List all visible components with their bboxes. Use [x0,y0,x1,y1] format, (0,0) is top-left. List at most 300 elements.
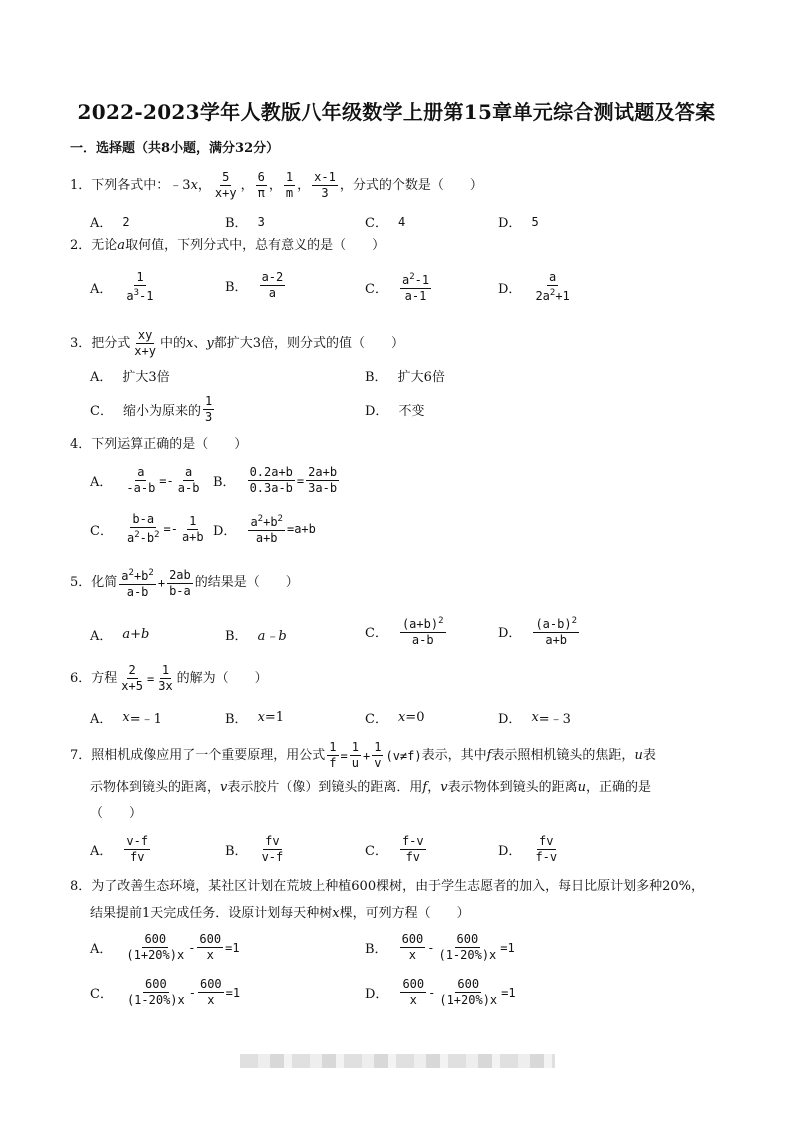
operator: =- [159,473,174,488]
term: (a-b) [535,617,572,631]
variable: u [577,780,586,795]
numerator: 1 [351,740,359,754]
fraction [400,834,426,865]
operator: = [296,473,305,488]
question-stem: 化简 [91,575,118,590]
equation-tail: =1 [225,940,240,955]
option-a[interactable] [90,212,130,231]
numerator: 5 [222,170,230,184]
question-6 [70,663,268,694]
question-text: ，正确的是 [585,780,651,795]
term: 2a [535,289,550,303]
option-label: B． [225,844,248,859]
fraction [167,568,193,599]
option-b[interactable] [213,465,341,496]
separator: ， [427,780,441,795]
term: -b [139,531,155,545]
option-b[interactable] [365,932,515,963]
numerator: 600 [199,932,222,946]
numerator: 600 [199,977,222,991]
numerator [248,512,285,531]
option-text: 4 [397,214,406,229]
question-text: 中的 [159,335,186,351]
exponent: 2 [549,288,556,298]
option-c[interactable] [90,512,208,546]
operator: - [427,940,435,955]
denominator: a-b [411,633,434,647]
question-8 [70,878,704,896]
fraction [327,740,338,771]
option-a[interactable] [90,625,149,644]
option-label: A． [90,712,113,727]
question-number: 8． [70,879,92,894]
variable: x [332,906,340,921]
variable: x [397,710,406,725]
operator: =- [163,522,178,536]
denominator: m [285,186,294,200]
option-c[interactable] [365,614,448,648]
fraction [197,932,223,963]
fraction [213,170,239,201]
numerator: 600 [402,977,425,991]
option-c[interactable] [365,834,428,865]
numerator: a [184,465,193,479]
denominator: 3 [321,186,329,200]
question-number: 3． [70,335,92,351]
section-heading: 一．选择题（共8小题，满分32分） [70,141,280,156]
question-tail: 的结果是（ ） [194,575,299,590]
denominator: u [351,756,359,770]
option-text: 3 [257,214,265,229]
numerator: 600 [145,977,167,991]
variable: x [186,335,194,351]
option-label: A． [90,629,113,644]
denominator: x+5 [121,679,143,693]
separator: ， [197,177,211,193]
fraction [372,740,383,771]
denominator: 3x [158,679,173,693]
fraction [533,834,559,865]
option-d[interactable] [365,400,424,419]
option-label: A． [90,844,113,859]
option-text: 2 [122,214,130,229]
option-a[interactable] [90,465,203,496]
variable: y [206,335,214,351]
option-label: C． [365,625,388,641]
option-text: 不变 [398,404,425,419]
denominator: v-f [261,850,284,864]
option-text: a+b [122,627,150,642]
denominator: x [408,948,417,962]
numerator: f-v [401,834,424,848]
numerator: a-2 [261,270,284,284]
variable: u [634,747,643,763]
option-label: B． [213,475,236,490]
denominator: (1+20%)x [439,993,498,1007]
denominator: x+y [214,186,237,200]
question-3 [70,328,404,359]
variable: f [486,747,492,763]
option-text: a﹣b [257,629,287,644]
question-2 [70,237,385,255]
option-text: 缩小为原来的 [122,404,201,419]
denominator [533,286,571,304]
denominator: f-v [535,850,558,864]
operator: - [188,985,196,1000]
question-7-line-3 [90,805,142,823]
denominator: (1-20%)x [438,948,497,962]
numerator: a [548,270,557,284]
numerator: 2a+b [308,465,338,479]
numerator: 1 [285,170,294,184]
denominator: fv [130,850,145,864]
numerator: 1 [204,394,213,408]
separator: ， [240,177,254,193]
fraction [180,514,206,545]
fraction [312,170,338,201]
option-d[interactable] [365,977,516,1008]
question-tail: 棵，可列方程（ ） [339,906,470,921]
fraction [203,394,214,425]
question-text: 表 [642,747,656,763]
denominator: x [409,993,417,1007]
option-text: =0 [405,710,425,725]
variable: x [257,710,265,725]
question-text: 示物体到镜头的距离， [90,780,221,795]
question-1 [70,170,483,201]
denominator: (1-20%)x [126,993,185,1007]
exponent: 2 [257,514,264,524]
question-8-line-2 [90,905,470,923]
option-c[interactable] [365,212,405,231]
option-a[interactable] [90,834,152,865]
question-number: 7． [70,747,92,763]
equation-tail: =1 [225,985,241,1000]
fraction [436,932,498,963]
fraction [119,663,145,694]
option-text: =﹣3 [538,712,571,727]
option-c[interactable] [90,394,216,425]
option-label: A． [90,216,113,231]
denominator: (1+20%)x [126,948,185,962]
option-text: 扩大3倍 [122,370,170,385]
option-b[interactable] [225,625,287,644]
condition: (v≠f) [385,748,422,763]
question-5 [70,566,299,600]
option-text: 5 [531,214,539,229]
numerator: 600 [401,932,424,946]
term: a [250,515,258,529]
exponent: 2 [409,272,415,282]
fraction [119,566,156,600]
question-stem: 为了改善生态环境，某社区计划在荒坡上种植600棵树，由于学生志愿者的加入，每日比原计划多种20%， [91,879,704,894]
blurred-footer-watermark [240,1054,555,1068]
option-c[interactable] [365,708,424,727]
denominator: fv [405,850,421,864]
question-text: 表示胶片（像）到镜头的距离．用 [227,780,423,795]
numerator [400,270,431,289]
question-stem: 无论 [91,238,118,253]
option-label: D． [498,281,522,297]
fraction [284,170,295,201]
operator: + [363,748,371,763]
fraction [533,614,579,648]
term: a [401,273,410,287]
denominator: a+b [181,529,204,544]
question-stem: 方程 [91,670,118,686]
option-b[interactable] [225,270,287,301]
variable: v [440,780,448,795]
option-label: B． [225,280,248,295]
fraction [132,328,158,359]
option-label: D． [498,216,522,231]
denominator: x+y [134,344,156,358]
question-text: 表示物体到镜头的距离 [447,780,578,795]
option-a[interactable] [90,932,240,963]
option-label: B． [365,370,388,385]
fraction [124,932,186,963]
fraction [198,977,224,1008]
numerator: a [137,465,145,479]
fraction [533,270,571,304]
option-b[interactable] [365,366,445,385]
term: a [121,569,129,583]
option-label: A． [90,370,113,385]
equation-tail: =1 [501,985,516,1000]
numerator: fv [539,834,554,848]
fraction [124,834,150,865]
numerator: 600 [456,932,479,946]
numerator: 1 [136,270,144,284]
variable: a [117,238,126,253]
question-text: 表示，其中 [421,747,487,763]
fraction [176,465,202,496]
denominator: a-b [177,481,200,495]
denominator: -a-b [126,481,156,495]
operator: + [157,576,166,590]
option-label: D． [498,712,522,727]
option-b[interactable] [225,834,287,865]
denominator: b-a [169,583,191,598]
variable: x [190,177,198,193]
equation-tail: =1 [500,940,515,955]
option-a[interactable] [90,270,158,304]
denominator: x [206,948,214,962]
operator: - [428,985,436,1000]
term: +b [133,569,149,583]
numerator [533,614,579,633]
operator: - [188,940,196,955]
question-number: 2． [70,238,92,253]
variable: x [531,710,539,725]
numerator: 1 [189,513,197,528]
fraction [306,465,339,496]
fraction [400,614,446,648]
option-a[interactable] [90,708,162,727]
numerator: 1 [161,663,170,677]
numerator: 1 [329,740,337,754]
fraction [124,270,155,304]
denominator: a+b [545,633,568,647]
question-number: 5． [70,575,92,590]
fraction [125,977,187,1008]
exponent: 2 [438,616,444,626]
operator: = [146,671,155,686]
question-4 [70,436,247,454]
fraction [248,512,285,546]
option-text: =﹣1 [129,712,162,727]
question-tail: 的解为（ ） [176,670,268,686]
question-number: 4． [70,437,92,452]
numerator: 1 [374,740,382,754]
option-d[interactable] [498,212,539,231]
option-label: C． [365,712,388,727]
question-stem: 把分式 [91,335,131,351]
denominator: a [268,286,277,300]
term: +1 [555,289,570,303]
separator: ， [268,177,282,193]
numerator [119,566,156,585]
denominator: 3 [204,410,213,424]
numerator: 2ab [169,567,191,582]
separator: 、 [193,335,207,351]
option-text: 扩大6倍 [397,370,445,385]
numerator: fv [265,834,280,848]
numerator: xy [137,328,153,342]
denominator [124,286,155,304]
numerator: 6 [257,170,265,184]
exponent: 2 [134,530,140,540]
option-label: A． [90,281,113,297]
denominator: f [329,756,337,770]
question-tail: 取何值，下列分式中，总有意义的是（ ） [125,238,386,253]
option-label: C． [365,281,388,297]
option-d[interactable] [498,614,581,648]
variable: x [122,710,130,725]
question-stem: 下列各式中：﹣3 [91,177,191,193]
numerator [400,614,446,633]
exponent: 2 [128,568,134,578]
option-label: B． [225,712,248,727]
exponent: 2 [148,568,154,578]
option-label: A． [90,475,113,490]
denominator: a-1 [404,289,427,303]
term: a [126,289,134,303]
option-label: D． [498,625,522,641]
question-number: 6． [70,670,92,686]
option-d[interactable] [498,708,571,727]
denominator: v [374,756,382,770]
question-stem: 下列运算正确的是（ ） [91,437,248,452]
option-label: A． [90,942,113,957]
fraction [260,834,286,865]
numerator: b-a [132,512,155,526]
option-d[interactable] [498,270,574,304]
question-number: 1． [70,177,92,193]
option-label: B． [225,629,248,644]
separator: ， [297,177,311,193]
fraction [124,465,157,496]
question-stem: 照相机成像应用了一个重要原理，用公式 [91,747,326,763]
numerator: 0.2a+b [249,465,293,479]
denominator: x [207,993,215,1007]
denominator: a-b [126,585,149,599]
option-c[interactable] [365,270,433,304]
numerator: x-1 [314,170,336,184]
option-label: D． [365,404,389,419]
denominator: a+b [255,531,278,545]
fraction [260,270,286,301]
option-b[interactable] [225,212,265,231]
option-label: C． [90,987,113,1002]
option-d[interactable] [498,834,561,865]
numerator: v-f [126,834,149,848]
question-text: 结果提前1天完成任务．设原计划每天种树 [90,906,333,921]
option-label: C． [365,844,388,859]
question-7-line-2 [90,779,651,797]
fraction [400,270,431,304]
fraction [248,465,295,496]
exponent: 3 [133,288,140,298]
question-tail: （ ） [90,806,143,821]
variable: f [422,780,428,795]
fraction [400,977,426,1008]
term: -1 [139,289,154,303]
option-label: C． [90,523,113,539]
exponent: 2 [571,616,577,626]
option-label: B． [365,942,388,957]
option-label: D． [213,523,237,539]
option-label: C． [90,404,113,419]
denominator: 3a-b [308,481,338,495]
question-tail: ，分式的个数是（ ） [339,177,483,193]
operator: = [340,748,348,763]
option-label: B． [225,216,248,231]
fraction [400,932,426,963]
term: +b [263,515,278,529]
fraction [125,512,162,546]
numerator: 2 [128,663,136,677]
variable: v [220,780,228,795]
fraction [156,663,174,694]
denominator [125,528,162,546]
numerator: 600 [457,977,480,991]
fraction [350,740,361,771]
option-label: C． [365,216,388,231]
term: -1 [414,273,430,287]
option-text: =1 [264,710,285,725]
term: a [126,531,135,545]
option-b[interactable] [225,708,284,727]
denominator: π [257,186,265,200]
numerator: 600 [144,932,167,946]
question-7 [70,740,656,771]
exponent: 2 [154,530,160,540]
option-a[interactable] [90,366,170,385]
denominator: 0.3a-b [249,481,293,495]
operator: =a+b [286,522,316,536]
fraction [437,977,499,1008]
fraction [256,170,267,201]
option-d[interactable] [213,512,316,546]
option-label: D． [498,844,522,859]
question-tail: 都扩大3倍，则分式的值（ ） [213,335,404,351]
exponent: 2 [277,514,283,524]
question-text: 表示照相机镜头的焦距， [491,747,635,763]
option-c[interactable] [90,977,240,1008]
term: (a+b) [401,617,439,631]
option-label: D． [365,987,389,1002]
